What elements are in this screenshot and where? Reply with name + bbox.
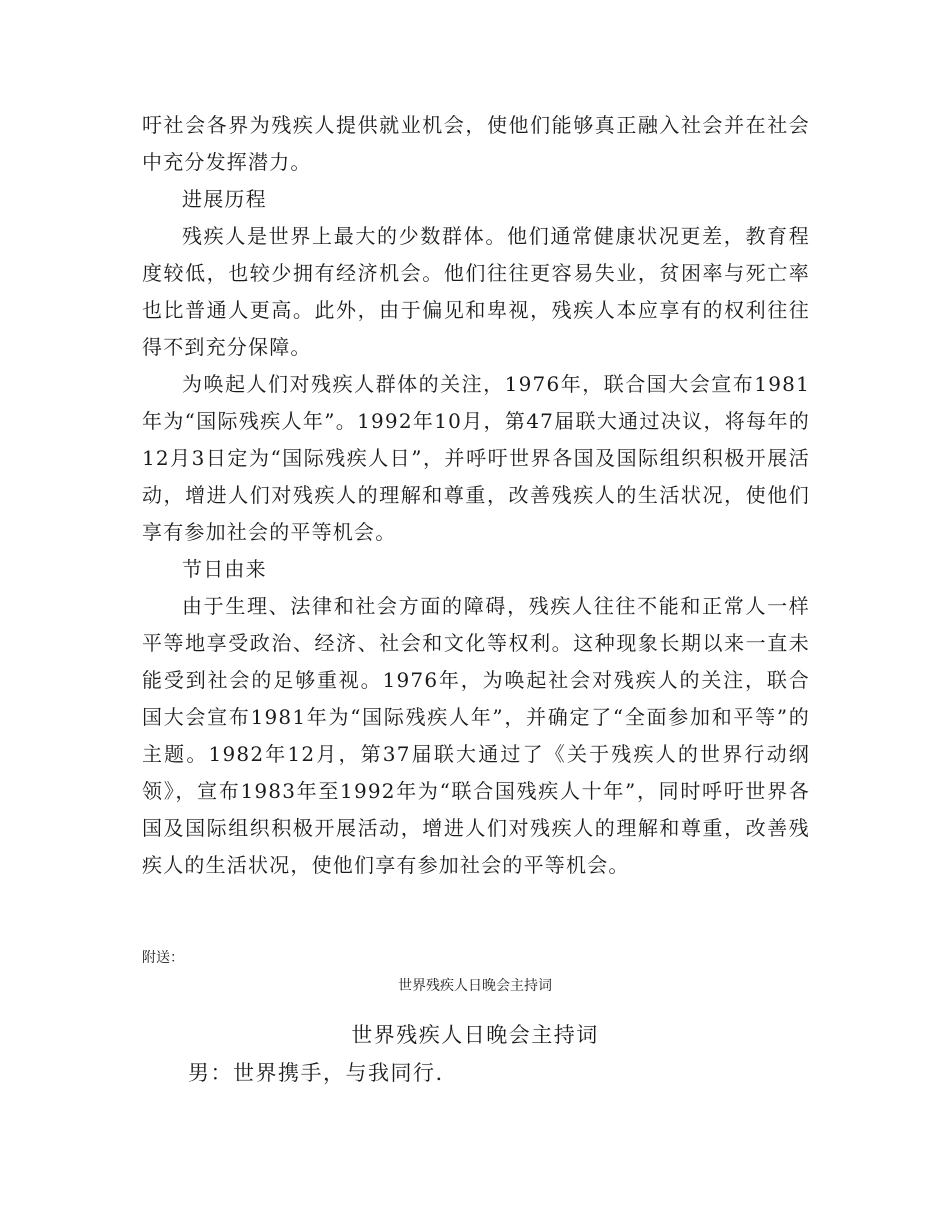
paragraph-continuation: 吁社会各界为残疾人提供就业机会，使他们能够真正融入社会并在社会中充分发挥潜力。 — [142, 113, 810, 174]
paragraph-un-resolution: 为唤起人们对残疾人群体的关注，1976年，联合国大会宣布1981年为“国际残疾人年”。1992年10月，第47届联大通过决议，将每年的12月3日定为“国际残疾人日”，并呼吁世界各国及国际组织积极开展活动，增进人们对残疾人的理解和尊重，改善残疾人的生活状况，使他们享有参加社会的平等机会。 — [142, 372, 810, 544]
appendix-title: 世界残疾人日晚会主持词 — [351, 1023, 599, 1047]
appendix-label: 附送： — [142, 950, 184, 966]
document-body — [142, 107, 810, 884]
section-heading-origin: 节日由来 — [182, 557, 267, 581]
paragraph-origin-history: 由于生理、法律和社会方面的障碍，残疾人往往不能和正常人一样平等地享受政治、经济、社会和文化等权利。这种现象长期以来一直未能受到社会的足够重视。1976年，为唤起社会对残疾人的关注，联合国大会宣布1981年为“国际残疾人年”，并确定了“全面参加和平等”的主题。1982年12月，第37届联大通过了《关于残疾人的世界行动纲领》，宣布1983年至1992年为“联合国残疾人十年”，同时呼吁世界各国及国际组织积极开展活动，增进人们对残疾人的理解和尊重，改善残疾人的生活状况，使他们享有参加社会的平等机会。 — [142, 594, 810, 877]
host-dialogue-line: 男：世界携手，与我同行. — [188, 1061, 444, 1085]
appendix-small-title: 世界残疾人日晚会主持词 — [398, 978, 552, 994]
section-heading-progress: 进展历程 — [182, 187, 267, 211]
paragraph-minority-group: 残疾人是世界上最大的少数群体。他们通常健康状况更差，教育程度较低，也较少拥有经济机会。他们往往更容易失业，贫困率与死亡率也比普通人更高。此外，由于偏见和卑视，残疾人本应享有的权利往往得不到充分保障。 — [142, 224, 810, 359]
